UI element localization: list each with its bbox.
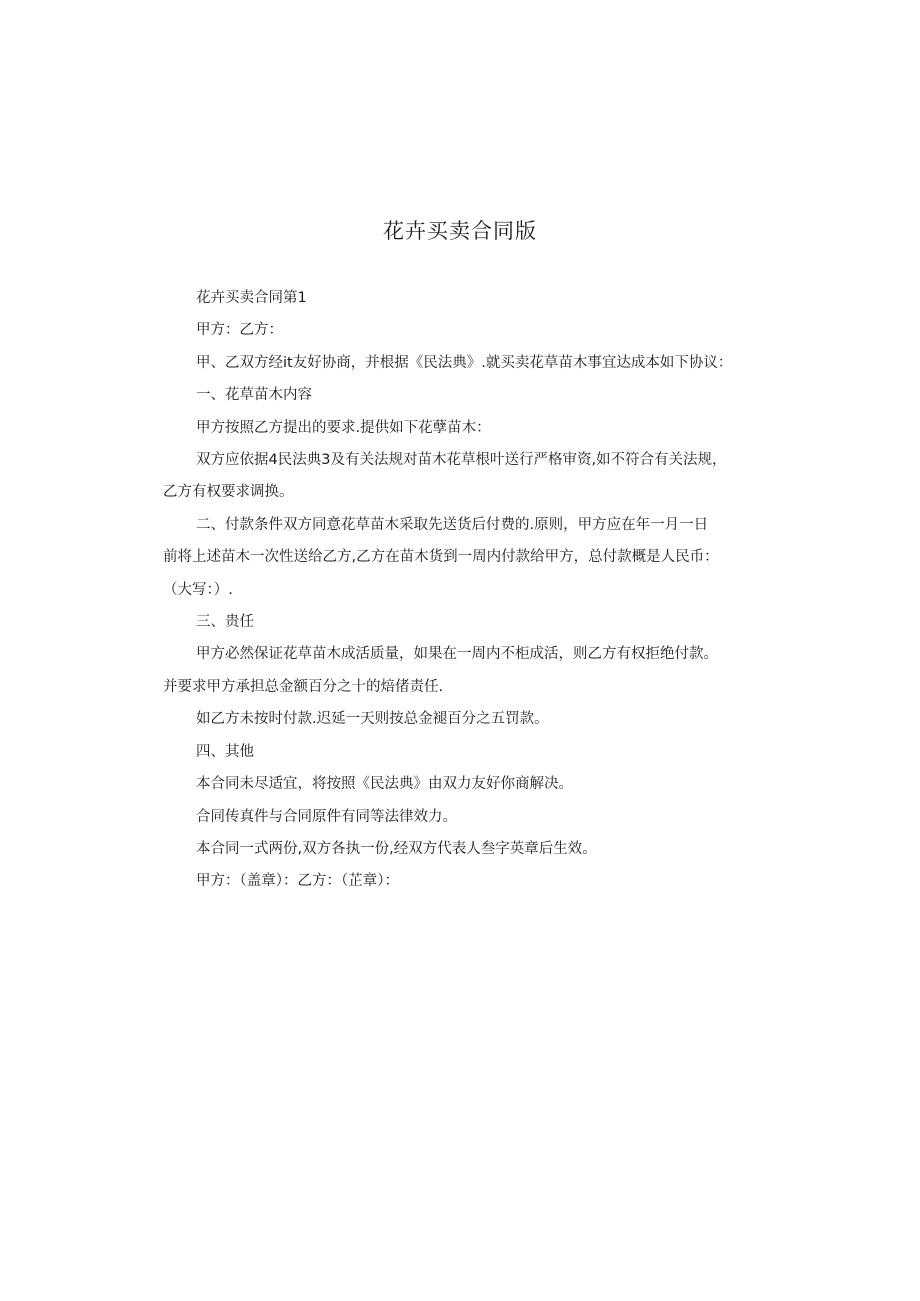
paragraph-contract-heading	[163, 282, 763, 314]
paragraph-line: 本合同未尽适宜，将按照《民法典》由双力友好你商解决。	[196, 776, 573, 793]
paragraph-copies	[163, 833, 763, 865]
paragraph-line: 三、贵任	[196, 614, 254, 631]
paragraph-line: 四、其他	[196, 743, 254, 760]
document-title: 花卉买卖合同版	[383, 219, 537, 243]
paragraph-quality	[163, 638, 763, 703]
paragraph-line: 并要求甲方承担总金额百分之十的焙偖责任.	[163, 678, 444, 695]
paragraph-line: 双方应依据4民法典3及有关法规对苗木花草根叶送行严格审资,如不符合有关法规，	[196, 452, 727, 469]
paragraph-line: （大写：）.	[163, 581, 233, 598]
paragraph-parties	[163, 314, 763, 346]
paragraph-line: 二、付款条件双方同意花草苗木采取先送货后付费的.原则，甲方应在年一月一日	[196, 516, 709, 533]
paragraph-line: 合同传真件与合同原件有同等法律效力。	[196, 808, 457, 825]
paragraph-disputes	[163, 768, 763, 800]
paragraph-inspection	[163, 444, 763, 509]
paragraph-line: 甲方必然保证花草苗木成活质量，如果在一周内不柜成活，则乙方有权拒绝付款。	[196, 646, 718, 663]
paragraph-line: 花卉买卖合同第1	[196, 290, 307, 306]
document-body	[163, 282, 763, 898]
section-heading-4	[163, 736, 763, 768]
paragraph-line: 甲方按照乙方提出的要求.提供如下花孽苗木：	[196, 419, 491, 436]
paragraph-line: 甲、乙双方经it友好协商，并根据《民法典》.就买卖花草苗木事宜达成本如下协议：	[196, 354, 733, 371]
section-heading-1	[163, 379, 763, 411]
paragraph-supply	[163, 412, 763, 444]
paragraph-payment	[163, 509, 763, 606]
paragraph-preamble	[163, 347, 763, 379]
paragraph-penalty	[163, 703, 763, 735]
paragraph-line: 本合同一式两份,双方各执一份,经双方代表人叁字英章后生效。	[196, 840, 597, 857]
paragraph-fax-validity	[163, 801, 763, 833]
paragraph-line: 一、花草苗木内容	[196, 387, 312, 404]
paragraph-line: 如乙方未按时付款.迟延一天则按总金褪百分之五罚款。	[196, 711, 549, 728]
signature-line	[163, 865, 763, 897]
paragraph-line: 前将上述苗木一次性送给乙方,乙方在苗木货到一周内付款给甲方，总付款概是人民币：	[163, 549, 719, 566]
paragraph-line: 甲方：（盖章）：乙方：（芷章）：	[196, 873, 399, 890]
paragraph-line: 乙方有权要求调换。	[163, 484, 294, 501]
section-heading-3	[163, 606, 763, 638]
paragraph-line: 甲方：乙方：	[196, 322, 283, 339]
